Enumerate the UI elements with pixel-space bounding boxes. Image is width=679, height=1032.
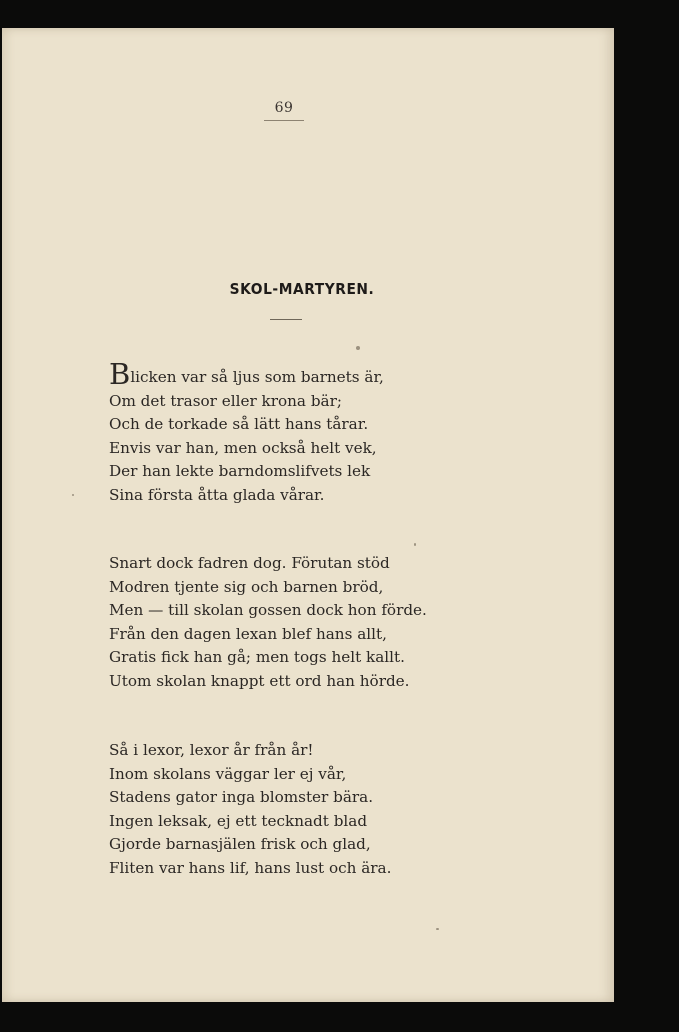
page-number: 69: [274, 100, 294, 116]
poem-line: Fliten var hans lif, hans lust och ära.: [109, 858, 392, 877]
poem-line: Sina första åtta glada vårar.: [109, 485, 325, 504]
poem-line: Ingen leksak, ej ett tecknadt blad: [109, 811, 368, 830]
poem-line: Der han lekte barndomslifvets lek: [109, 462, 371, 480]
paper-speck: [356, 346, 360, 350]
poem-line: Så i lexor, lexor år från år!: [109, 741, 314, 759]
book-page: [2, 28, 614, 1002]
poem-line: Utom skolan knappt ett ord han hörde.: [109, 671, 410, 690]
poem-line: Gjorde barnasjälen frisk och glad,: [109, 835, 371, 853]
title-divider: [270, 319, 302, 320]
poem-line: Snart dock fadren dog. Förutan stöd: [109, 554, 390, 572]
poem-title: SKOL-MARTYREN.: [229, 280, 375, 298]
poem-line: Inom skolans väggar ler ej vår,: [109, 764, 347, 783]
poem-line: Modren tjente sig och barnen bröd,: [109, 577, 384, 596]
poem-line: Men — till skolan gossen dock hon förde.: [109, 601, 427, 619]
poem-line-text: licken var så ljus som barnets är,: [130, 368, 384, 386]
poem-line: Om det trasor eller krona bär;: [109, 391, 342, 410]
page-number-rule: [264, 120, 304, 121]
poem-line: [109, 357, 429, 391]
paper-speck: [436, 928, 439, 930]
stanza-1: [109, 357, 429, 507]
paper-speck: [72, 494, 74, 496]
poem-line: Envis var han, men också helt vek,: [109, 438, 377, 457]
stanza-2: [109, 552, 429, 693]
drop-cap-initial: B: [109, 357, 131, 391]
poem-line: Stadens gator inga blomster bära.: [109, 788, 374, 806]
poem-line: Gratis fick han gå; men togs helt kallt.: [109, 648, 405, 666]
paper-speck: [414, 543, 416, 546]
poem-line: Från den dagen lexan blef hans allt,: [109, 624, 387, 643]
poem-line: Och de torkade så lätt hans tårar.: [109, 415, 369, 433]
stanza-3: [109, 739, 429, 880]
